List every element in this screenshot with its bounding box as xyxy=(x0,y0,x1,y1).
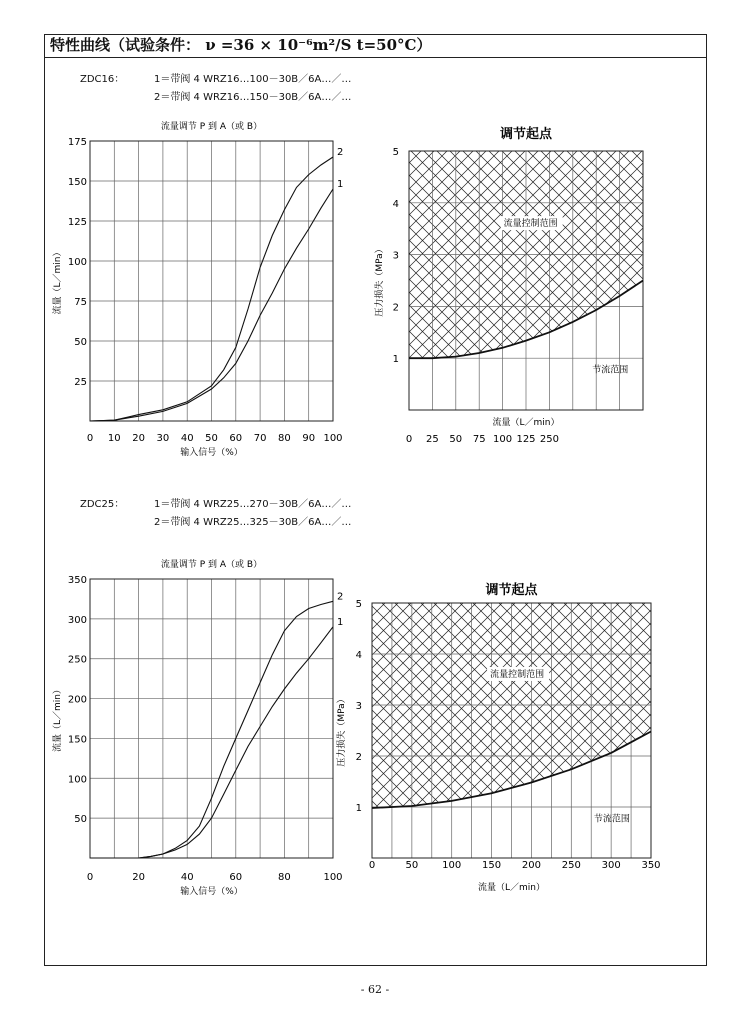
x-tick-label: 250 xyxy=(561,860,581,871)
model-line-2: 2＝带阀 4 WRZ16…150－30B／6A…／… xyxy=(154,92,352,103)
x-tick-label: 75 xyxy=(472,434,486,445)
x-tick-label: 200 xyxy=(521,860,541,871)
x-tick-label: 70 xyxy=(253,433,267,444)
x-tick-label: 80 xyxy=(278,872,291,883)
y-tick-label: 150 xyxy=(67,734,87,746)
x-tick-label: 50 xyxy=(449,434,463,445)
y-tick-label: 350 xyxy=(67,575,87,586)
x-axis-label: 输入信号（%） xyxy=(180,448,243,458)
x-axis-label: 流量（L／min） xyxy=(478,883,545,893)
x-tick-label: 0 xyxy=(86,433,94,444)
y-tick-label: 2 xyxy=(392,302,399,314)
y-tick-label: 50 xyxy=(74,814,87,826)
x-tick-label: 100 xyxy=(493,434,513,445)
x-tick-label: 150 xyxy=(482,860,502,871)
y-axis-label: 流量（L／min） xyxy=(53,247,63,315)
y-tick-label: 4 xyxy=(355,650,362,661)
y-tick-label: 2 xyxy=(355,752,362,763)
y-tick-label: 3 xyxy=(355,701,362,712)
y-tick-label: 200 xyxy=(67,694,87,706)
y-tick-label: 3 xyxy=(392,250,399,262)
x-tick-label: 0 xyxy=(405,434,413,445)
series-label: 2 xyxy=(337,591,344,603)
throttle-range-label: 节流范围 xyxy=(593,814,630,825)
model-label: ZDC16： xyxy=(80,74,125,85)
page-number: - 62 - xyxy=(360,983,390,996)
y-tick-label: 300 xyxy=(67,614,87,626)
chart-title: 调节起点 xyxy=(499,127,553,142)
x-tick-label: 20 xyxy=(132,433,145,444)
chart-title: 流量调节 P 到 A（或 B） xyxy=(160,560,263,570)
x-tick-label: 50 xyxy=(205,433,218,444)
y-tick-label: 1 xyxy=(355,803,362,814)
flow-control-label: 流量控制范围 xyxy=(503,219,558,230)
x-tick-label: 20 xyxy=(132,872,145,883)
y-tick-label: 50 xyxy=(74,337,87,348)
x-axis-label: 流量（L／min） xyxy=(492,418,560,428)
model-line-1: 1＝带阀 4 WRZ16…100－30B／6A…／… xyxy=(154,74,352,85)
model-label: ZDC25： xyxy=(80,499,125,510)
page-header-title: 特性曲线（试验条件： ν =36 × 10⁻⁶m²/S t=50°C） xyxy=(44,34,707,58)
x-tick-label: 10 xyxy=(107,433,121,444)
y-tick-label: 1 xyxy=(392,354,399,366)
x-tick-label: 100 xyxy=(442,860,462,871)
x-tick-label: 300 xyxy=(601,860,621,871)
x-tick-label: 0 xyxy=(368,860,376,871)
x-tick-label: 0 xyxy=(86,872,94,883)
y-tick-label: 125 xyxy=(67,217,87,228)
x-tick-label: 100 xyxy=(323,433,343,444)
x-tick-label: 25 xyxy=(426,434,439,445)
x-tick-label: 40 xyxy=(180,872,194,883)
series-label: 2 xyxy=(337,147,344,158)
x-tick-label: 125 xyxy=(516,434,536,445)
x-tick-label: 50 xyxy=(405,860,419,871)
y-tick-label: 150 xyxy=(67,177,87,188)
y-tick-label: 5 xyxy=(355,599,362,610)
x-tick-label: 250 xyxy=(539,434,559,445)
x-tick-label: 30 xyxy=(156,433,170,444)
y-axis-label: 压力损失（MPa） xyxy=(375,244,385,317)
y-tick-label: 4 xyxy=(392,198,399,210)
y-tick-label: 175 xyxy=(67,137,87,148)
x-tick-label: 80 xyxy=(278,433,291,444)
chart-title: 流量调节 P 到 A（或 B） xyxy=(160,122,263,132)
y-tick-label: 250 xyxy=(67,654,87,666)
x-tick-label: 350 xyxy=(641,860,661,871)
y-tick-label: 100 xyxy=(67,774,87,786)
throttle-range-label: 节流范围 xyxy=(592,365,629,376)
model-line-2: 2＝带阀 4 WRZ25…325－30B／6A…／… xyxy=(154,517,352,528)
y-tick-label: 5 xyxy=(392,147,399,158)
x-tick-label: 60 xyxy=(229,433,243,444)
x-tick-label: 100 xyxy=(323,872,343,883)
y-axis-label: 流量（L／min） xyxy=(53,685,63,752)
chart-title: 调节起点 xyxy=(485,583,538,598)
y-axis-label: 压力损失（MPa） xyxy=(337,694,347,767)
x-tick-label: 90 xyxy=(302,433,316,444)
x-tick-label: 40 xyxy=(180,433,194,444)
flow-control-label: 流量控制范围 xyxy=(490,669,545,680)
series-label: 1 xyxy=(337,616,344,628)
x-tick-label: 60 xyxy=(229,872,243,883)
model-line-1: 1＝带阀 4 WRZ25…270－30B／6A…／… xyxy=(154,499,352,510)
y-tick-label: 25 xyxy=(74,377,87,388)
x-axis-label: 输入信号（%） xyxy=(180,887,243,897)
series-label: 1 xyxy=(337,179,344,190)
y-tick-label: 100 xyxy=(67,257,87,268)
y-tick-label: 75 xyxy=(74,297,87,308)
